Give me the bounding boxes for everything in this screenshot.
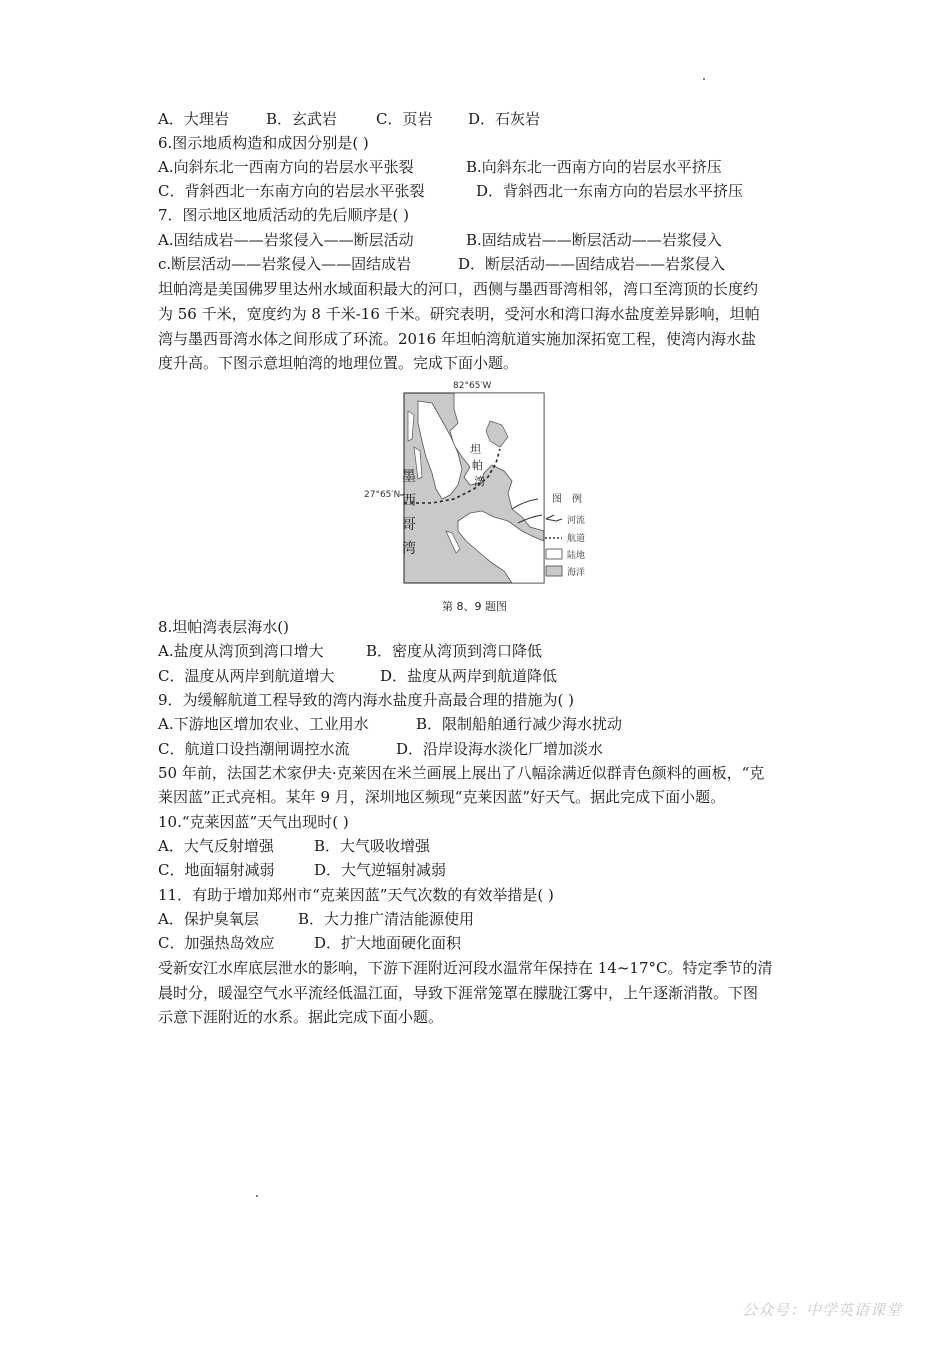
q9-option-d: D．沿岸设海水淡化厂增加淡水	[396, 740, 604, 758]
scan-dot	[256, 1195, 258, 1197]
passage-tampa-line: 度升高。下图示意坦帕湾的地理位置。完成下面小题。	[158, 354, 519, 372]
q10-options-row2	[158, 858, 808, 882]
q5-option-b: B．玄武岩	[266, 110, 338, 128]
q6-option-a: A.向斜东北一西南方向的岩层水平张裂	[158, 158, 414, 176]
q6-option-b: B.向斜东北一西南方向的岩层水平挤压	[466, 158, 722, 176]
q5-options	[158, 107, 808, 131]
passage-klein-line: 50 年前，法国艺术家伊夫·克莱因在米兰画展上展出了八幅涂满近似群青色颜料的画板，“克	[158, 764, 765, 782]
legend-sea-symbol	[546, 566, 562, 576]
passage-xinan-line: 晨时分，暖湿空气水平流经低温江面，导致下涯常笼罩在朦胧江雾中，上午逐渐消散。下图	[158, 984, 759, 1002]
q11-option-d: D．扩大地面硬化面积	[314, 934, 462, 952]
q7-option-b: B.固结成岩——断层活动——岩浆侵入	[466, 231, 722, 249]
q9-option-a: A.下游地区增加农业、工业用水	[158, 715, 369, 733]
q9-options-row2	[158, 737, 808, 761]
q8-option-b: B．密度从湾顶到湾口降低	[366, 642, 543, 660]
q9-options-row1	[158, 712, 808, 736]
legend-sea-label: 海洋	[567, 568, 586, 578]
map-latitude-label: 27°65′N	[364, 490, 401, 500]
passage-tampa-line: 为 56 千米，宽度约为 8 千米-16 千米。研究表明，受河水和湾口海水盐度差异影响，坦帕	[158, 305, 760, 323]
map-gulf-label: 湾	[402, 541, 416, 557]
passage-xinan-line: 示意下涯附近的水系。据此完成下面小题。	[158, 1008, 444, 1026]
q10-option-c: C．地面辐射减弱	[158, 861, 275, 879]
q11-option-a: A．保护臭氧层	[158, 910, 259, 928]
q9-option-b: B．限制船舶通行减少海水扰动	[416, 715, 623, 733]
map-bay-label: 坦	[470, 443, 481, 456]
passage-tampa-line: 湾与墨西哥湾水体之间形成了环流。2016 年坦帕湾航道实施加深拓宽工程，使湾内海水盐	[158, 330, 756, 348]
q10-stem: 10.“克莱因蓝”天气出现时( )	[158, 813, 349, 831]
map-gulf-label: 西	[402, 493, 416, 509]
q7-options-row2	[158, 252, 808, 276]
map-bay-label: 帕	[472, 459, 483, 472]
q10-option-b: B．大气吸收增强	[314, 837, 431, 855]
passage-tampa-line: 坦帕湾是美国佛罗里达州水域面积最大的河口，西侧与墨西哥湾相邻，湾口至湾顶的长度约	[158, 280, 759, 298]
legend-land-symbol	[546, 549, 562, 559]
q8-option-d: D．盐度从两岸到航道降低	[380, 667, 558, 685]
q11-option-b: B．大力推广清洁能源使用	[298, 910, 475, 928]
q11-option-c: C．加强热岛效应	[158, 934, 275, 952]
q11-options-row2	[158, 931, 808, 955]
map-gulf-label: 墨	[402, 469, 416, 485]
map-gulf-label: 哥	[402, 517, 416, 533]
tampa-bay-map	[362, 381, 602, 617]
q5-option-c: C．页岩	[376, 110, 433, 128]
q8-options-row1	[158, 639, 808, 663]
legend-river-label: 河流	[567, 516, 586, 526]
q6-option-d: D．背斜西北一东南方向的岩层水平挤压	[476, 182, 744, 200]
q10-option-d: D．大气逆辐射减弱	[314, 861, 447, 879]
q8-option-a: A.盐度从湾顶到湾口增大	[158, 642, 324, 660]
q7-option-a: A.固结成岩——岩浆侵入——断层活动	[158, 231, 414, 249]
watermark: 公众号：中学英语课堂	[742, 1301, 903, 1319]
q6-stem: 6.图示地质构造和成因分别是( )	[158, 134, 369, 152]
q5-option-d: D．石灰岩	[468, 110, 541, 128]
legend-land-label: 陆地	[567, 551, 586, 561]
q7-option-d: D．断层活动——固结成岩——岩浆侵入	[458, 255, 726, 273]
q5-option-a: A．大理岩	[158, 110, 229, 128]
q7-options-row1	[158, 228, 808, 252]
scan-dot	[703, 78, 705, 80]
map-caption: 第 8、9 题图	[442, 600, 507, 613]
q10-options-row1	[158, 834, 808, 858]
q8-stem: 8.坦帕湾表层海水()	[158, 618, 290, 636]
q11-stem: 11．有助于增加郑州市“克莱因蓝”天气次数的有效举措是( )	[158, 886, 554, 904]
map-bay-label: 湾	[474, 475, 485, 488]
legend-channel-label: 航道	[567, 534, 586, 544]
q6-option-c: C．背斜西北一东南方向的岩层水平张裂	[158, 182, 425, 200]
q9-option-c: C．航道口设挡潮闸调控水流	[158, 740, 350, 758]
q10-option-a: A．大气反射增强	[158, 837, 274, 855]
q8-options-row2	[158, 664, 808, 688]
map-longitude-label: 82°65′W	[453, 381, 492, 391]
q11-options-row1	[158, 907, 808, 931]
map-legend-title: 图 例	[552, 494, 582, 505]
q7-option-c: c.断层活动——岩浆侵入——固结成岩	[158, 255, 412, 273]
map-svg	[362, 381, 602, 617]
q6-options-row2	[158, 179, 808, 203]
legend-river-symbol	[546, 515, 562, 521]
q8-option-c: C．温度从两岸到航道增大	[158, 667, 335, 685]
q7-stem: 7．图示地区地质活动的先后顺序是( )	[158, 206, 410, 224]
q9-stem: 9．为缓解航道工程导致的湾内海水盐度升高最合理的措施为( )	[158, 691, 575, 709]
passage-xinan-line: 受新安江水库底层泄水的影响，下游下涯附近河段水温常年保持在 14~17°C。特定季节的清	[158, 959, 773, 977]
passage-klein-line: 莱因蓝”正式亮相。某年 9 月，深圳地区频现“克莱因蓝”好天气。据此完成下面小题。	[158, 788, 726, 806]
q6-options-row1	[158, 155, 808, 179]
